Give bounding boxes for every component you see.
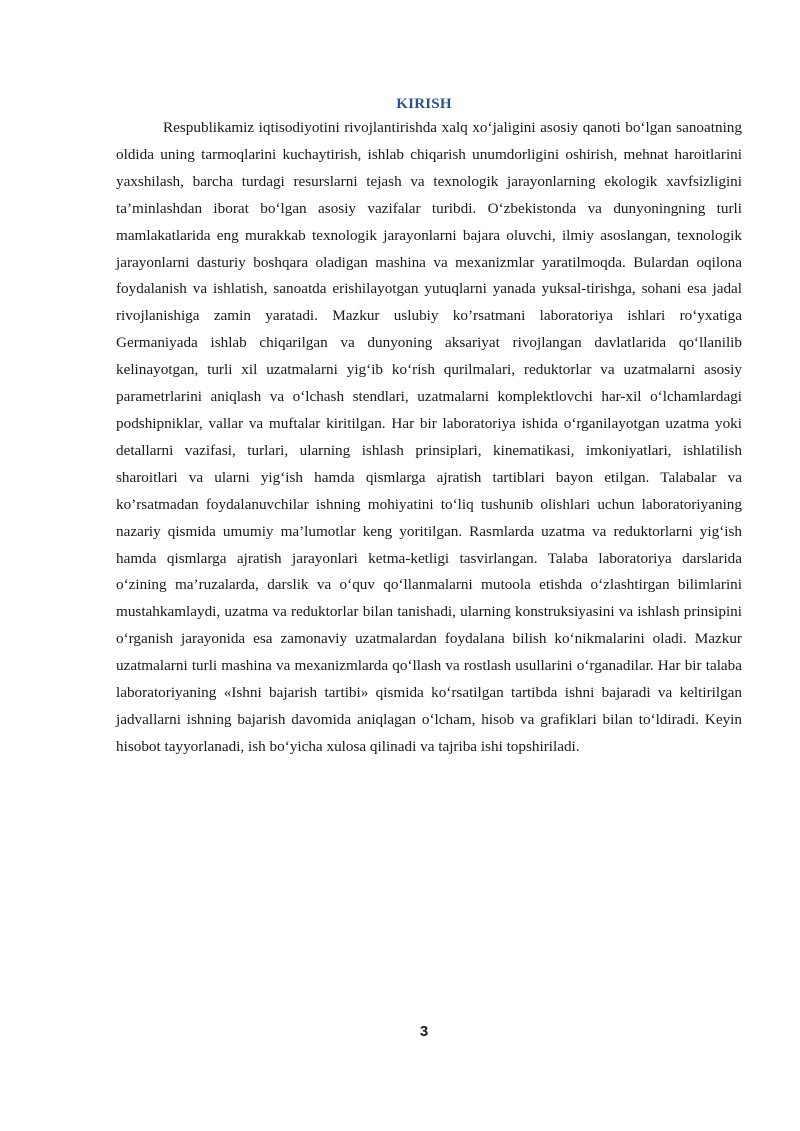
intro-paragraph: Respublikamiz iqtisodiyotini rivojlantirishda xalq xo‘jaligini asosiy qanoti bo‘lgan sanoatning oldida uning tarmoqlarini kuchaytirish, ishlab chiqarish unumdorligini oshirish, mehnat haroitlarini yaxshilash, barcha turdagi resurslarni tejash va texnologik jarayonlarning ekologik xavfsizligini ta’minlashdan iborat bo‘lgan asosiy vazifalar turibdi. O‘zbekistonda va dunyoningning turli mamlakatlarida eng murakkab texnologik jarayonlarni bajara oluvchi, ilmiy asoslangan, texnologik jarayonlarni dasturiy boshqara oladigan mashina va mexanizmlar yaratilmoqda. Bulardan oqilona foydalanish va ishlatish, sanoatda erishilayotgan yutuqlarni yanada yuksal-tirishga, sohani esa jadal rivojlanishiga zamin yaratadi. Mazkur uslubiy ko’rsatmani laboratoriya ishlari ro‘yxatiga Germaniyada ishlab chiqarilgan va dunyoning aksariyat rivojlangan davlatlarida qo‘llanilib kelinayotgan, turli xil uzatmalarni yig‘ib ko‘rish qurilmalari, reduktorlar va uzatmalarni asosiy parametrlarini aniqlash va o‘lchash stendlari, uzatmalarni komplektlovchi har-xil o‘lchamlardagi podshipniklar, vallar va muftalar kiritilgan. Har bir laboratoriya ishida o‘rganilayotgan uzatma yoki detallarni vazifasi, turlari, ularning ishlash prinsiplari, kinematikasi, imkoniyatlari, ishlatilish sharoitlari va ularni yig‘ish hamda qismlarga ajratish tartiblari bayon etilgan. Talabalar va ko’rsatmadan foydalanuvchilar ishning mohiyatini to‘liq tushunib olishlari uchun laboratoriyaning nazariy qismida umumiy ma’lumotlar keng yoritilgan. Rasmlarda uzatma va reduktorlarni yig‘ish hamda qismlarga ajratish jarayonlari ketma-ketligi tasvirlangan. Talaba laboratoriya darslarida o‘zining ma’ruzalarda, darslik va o‘quv qo‘llanmalarni mutoola etishda o‘zlashtirgan bilimlarini mustahkamlaydi, uzatma va reduktorlar bilan tanishadi, ularning konstruksiyasini va ishlash prinsipini o‘rganish jarayonida esa zamonaviy uzatmalardan foydalana bilish ko‘nikmalarini oladi. Mazkur uzatmalarni turli mashina va mexanizmlarda qo‘llash va rostlash usullarini o‘rganadilar. Har bir talaba laboratoriyaning «Ishni bajarish tartibi» qismida ko‘rsatilgan tartibda ishni bajaradi va keltirilgan jadvallarni ishning bajarish davomida aniqlagan o‘lcham, hisob va grafiklari bilan to‘ldiradi. Keyin hisobot tayyorlanadi, ish bo‘yicha xulosa qilinadi va tajriba ishi topshiriladi. [116,119,742,755]
page-title: KIRISH [396,96,452,112]
page-number: 3 [419,1023,429,1040]
